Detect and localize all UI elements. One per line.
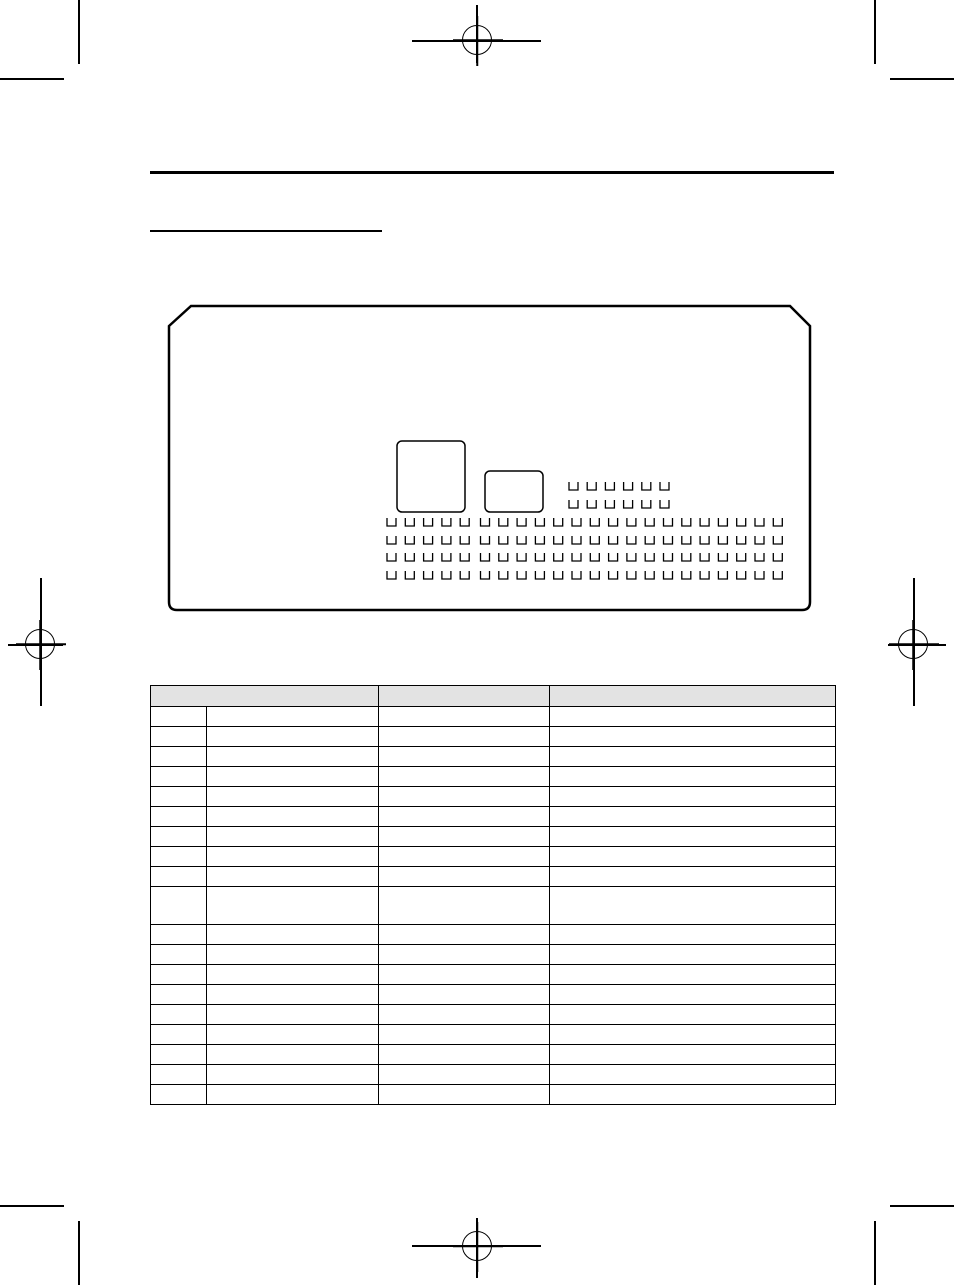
table-cell-name [207,1005,379,1025]
table-cell-ampere [379,747,550,767]
table-cell-ampere [379,1085,550,1105]
table-cell-circuit [550,807,836,827]
table-header-row [151,686,836,707]
registration-line-top-v [476,5,478,63]
relay-large [397,441,465,512]
table-row [151,827,836,847]
table-cell-circuit [550,887,836,925]
table-row [151,787,836,807]
table-cell-no [151,887,207,925]
table-cell-no [151,945,207,965]
table-cell-no [151,707,207,727]
table-cell-no [151,1085,207,1105]
table-cell-ampere [379,707,550,727]
table-cell-circuit [550,827,836,847]
table-row [151,925,836,945]
table-cell-ampere [379,1025,550,1045]
table-cell-no [151,747,207,767]
table-cell-ampere [379,1045,550,1065]
table-cell-ampere [379,807,550,827]
table-cell-circuit [550,1085,836,1105]
table-row [151,707,836,727]
table-cell-no [151,925,207,945]
table-cell-name [207,1025,379,1045]
table-cell-circuit [550,767,836,787]
table-cell-name [207,1065,379,1085]
table-cell-ampere [379,847,550,867]
fuse-panel-outline [169,306,810,610]
table-cell-ampere [379,945,550,965]
table-cell-no [151,867,207,887]
table-cell-name [207,707,379,727]
table-cell-no [151,965,207,985]
table-cell-circuit [550,1005,836,1025]
header-rule [150,171,834,174]
table-cell-name [207,1085,379,1105]
table-row [151,985,836,1005]
table-row [151,1065,836,1085]
crop-mark-bottom-right-v [874,1221,876,1285]
table-cell-circuit [550,945,836,965]
table-cell-no [151,727,207,747]
table-cell-ampere [379,985,550,1005]
table-cell-circuit [550,965,836,985]
table-cell-circuit [550,925,836,945]
table-cell-name [207,887,379,925]
table-cell-name [207,965,379,985]
table-cell-name [207,807,379,827]
table-cell-no [151,787,207,807]
table-cell-name [207,787,379,807]
table-row [151,867,836,887]
table-row [151,1045,836,1065]
registration-line-left-h [8,644,63,646]
table-cell-circuit [550,847,836,867]
table-cell-no [151,1045,207,1065]
table-header-rating [379,686,550,707]
table-cell-no [151,985,207,1005]
table-cell-circuit [550,747,836,767]
table-cell-ampere [379,727,550,747]
table-cell-ampere [379,965,550,985]
table-cell-name [207,1045,379,1065]
fuse-panel-diagram [167,304,812,612]
table-row [151,727,836,747]
table-row [151,1005,836,1025]
table-cell-circuit [550,1025,836,1045]
table-row [151,767,836,787]
table-cell-circuit [550,727,836,747]
registration-line-bottom-v [476,1218,478,1278]
table-row [151,807,836,827]
table-row [151,945,836,965]
table-cell-ampere [379,827,550,847]
fuse-table [150,685,836,1105]
table-cell-ampere [379,787,550,807]
table-cell-circuit [550,707,836,727]
crop-mark-bottom-left-h [0,1205,64,1207]
registration-line-right-h [888,644,946,646]
table-row [151,887,836,925]
table-cell-circuit [550,787,836,807]
table-cell-circuit [550,867,836,887]
table-cell-name [207,925,379,945]
table-cell-ampere [379,925,550,945]
table-header-circuit [550,686,836,707]
table-cell-ampere [379,867,550,887]
registration-line-right-v [913,578,915,706]
table-cell-no [151,847,207,867]
crop-mark-top-left-v [78,0,80,64]
fuse-table-body [151,707,836,1105]
table-cell-name [207,847,379,867]
crop-mark-bottom-right-h [890,1205,954,1207]
relay-small [485,471,543,512]
table-cell-name [207,747,379,767]
table-cell-name [207,945,379,965]
table-cell-no [151,1065,207,1085]
table-cell-no [151,807,207,827]
table-cell-no [151,767,207,787]
table-cell-name [207,827,379,847]
fuse-panel-svg [167,304,812,612]
table-cell-name [207,727,379,747]
registration-line-left-v [40,578,42,706]
table-row [151,1025,836,1045]
table-cell-ampere [379,1065,550,1085]
table-cell-ampere [379,1005,550,1025]
table-cell-name [207,985,379,1005]
crop-mark-top-right-h [890,78,954,80]
crop-mark-top-left-h [0,78,64,80]
table-cell-name [207,767,379,787]
table-cell-ampere [379,887,550,925]
section-heading [150,206,382,232]
table-cell-name [207,867,379,887]
table-row [151,1085,836,1105]
table-cell-no [151,1005,207,1025]
table-row [151,965,836,985]
table-row [151,747,836,767]
table-cell-ampere [379,767,550,787]
table-cell-no [151,827,207,847]
table-header-fuse [151,686,379,707]
table-row [151,847,836,867]
crop-mark-bottom-left-v [78,1221,80,1285]
table-cell-circuit [550,985,836,1005]
table-cell-circuit [550,1065,836,1085]
table-cell-no [151,1025,207,1045]
table-cell-circuit [550,1045,836,1065]
crop-mark-top-right-v [874,0,876,64]
